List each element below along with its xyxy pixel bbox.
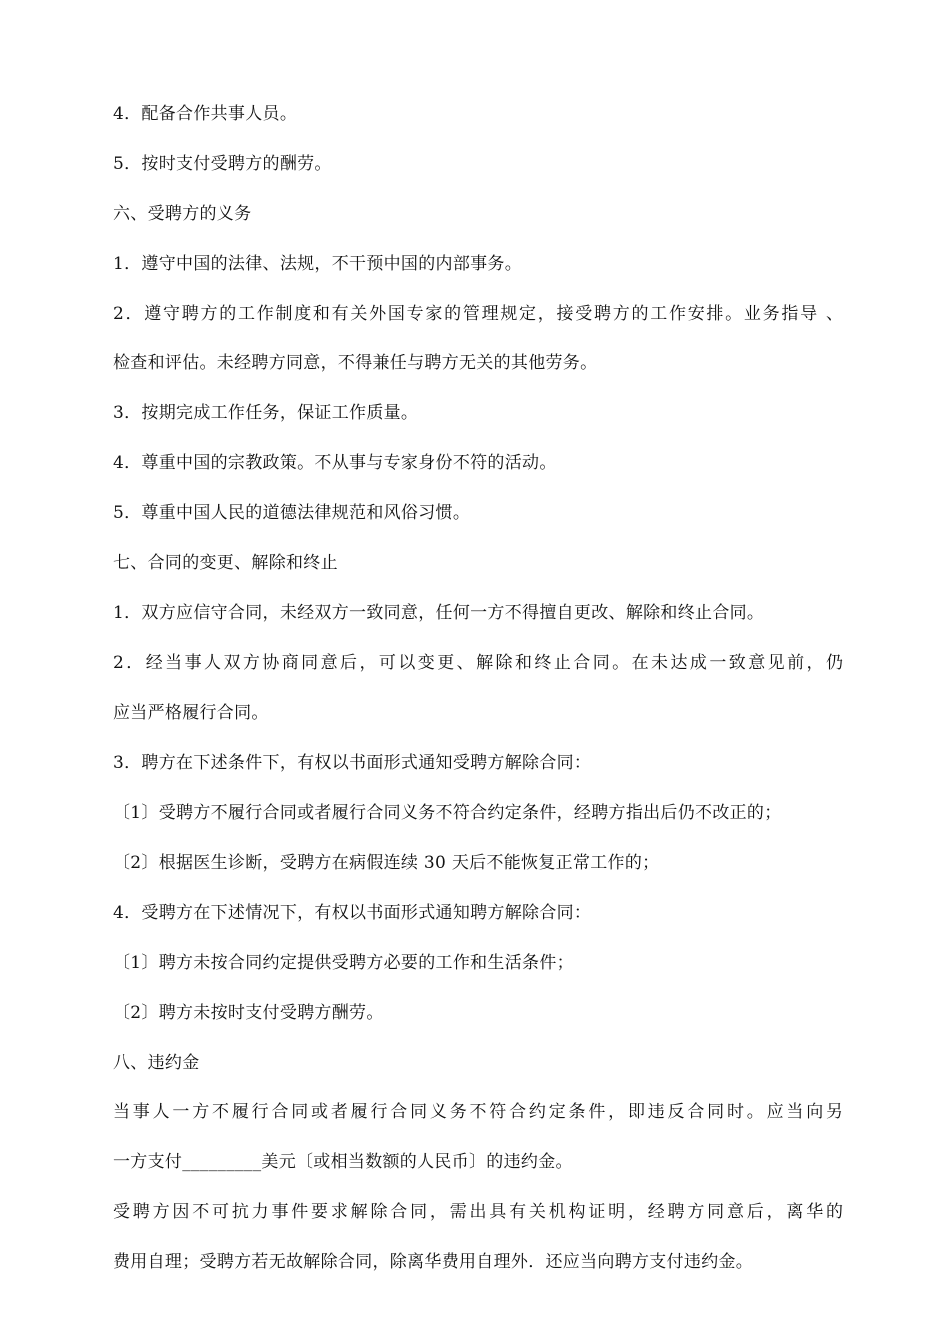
clause-7-item-1: 1．双方应信守合同，未经双方一致同意，任何一方不得擅自更改、解除和终止合同。 <box>113 603 765 623</box>
clause-7-item-3-sub-2: 〔2〕根据医生诊断，受聘方在病假连续 30 天后不能恢复正常工作的； <box>113 853 660 873</box>
clause-7-item-4-sub-1: 〔1〕聘方未按合同约定提供受聘方必要的工作和生活条件； <box>113 953 574 973</box>
section-heading-7: 七、合同的变更、解除和终止 <box>113 553 338 573</box>
clause-6-item-4: 4．尊重中国的宗教政策。不从事与专家身份不符的活动。 <box>113 453 557 473</box>
clause-7-item-4-sub-2: 〔2〕聘方未按时支付受聘方酬劳。 <box>113 1003 384 1023</box>
clause-8-para-2-line-1: 受聘方因不可抗力事件要求解除合同，需出具有关机构证明，经聘方同意后，离华的 <box>113 1202 843 1222</box>
clause-7-item-3: 3．聘方在下述条件下，有权以书面形式通知受聘方解除合同： <box>113 753 592 773</box>
clause-6-item-2-line-2: 检查和评估。未经聘方同意，不得兼任与聘方无关的其他劳务。 <box>113 353 598 373</box>
clause-6-item-1: 1．遵守中国的法律、法规，不干预中国的内部事务。 <box>113 254 523 274</box>
clause-8-para-1-line-1: 当事人一方不履行合同或者履行合同义务不符合约定条件，即违反合同时。应当向另 <box>113 1102 843 1122</box>
clause-7-item-2-line-2: 应当严格履行合同。 <box>113 703 269 723</box>
section-heading-8: 八、违约金 <box>113 1053 200 1073</box>
section-heading-6: 六、受聘方的义务 <box>113 204 252 224</box>
clause-7-item-4: 4．受聘方在下述情况下，有权以书面形式通知聘方解除合同： <box>113 903 592 923</box>
clause-7-item-2-line-1: 2．经当事人双方协商同意后，可以变更、解除和终止合同。在未达成一致意见前，仍 <box>113 653 843 673</box>
clause-7-item-3-sub-1: 〔1〕受聘方不履行合同或者履行合同义务不符合约定条件，经聘方指出后仍不改正的； <box>113 803 782 823</box>
clause-8-para-1-line-2: 一方支付_________美元〔或相当数额的人民币〕的违约金。 <box>113 1152 573 1172</box>
clause-6-item-3: 3．按期完成工作任务，保证工作质量。 <box>113 403 419 423</box>
clause-6-item-5: 5．尊重中国人民的道德法律规范和风俗习惯。 <box>113 503 471 523</box>
clause-5-item-4: 4．配备合作共事人员。 <box>113 104 298 124</box>
clause-5-item-5: 5．按时支付受聘方的酬劳。 <box>113 154 332 174</box>
clause-8-para-2-line-2: 费用自理；受聘方若无故解除合同，除离华费用自理外．还应当向聘方支付违约金。 <box>113 1252 754 1272</box>
clause-6-item-2-line-1: 2．遵守聘方的工作制度和有关外国专家的管理规定，接受聘方的工作安排。业务指导 、 <box>113 304 843 324</box>
